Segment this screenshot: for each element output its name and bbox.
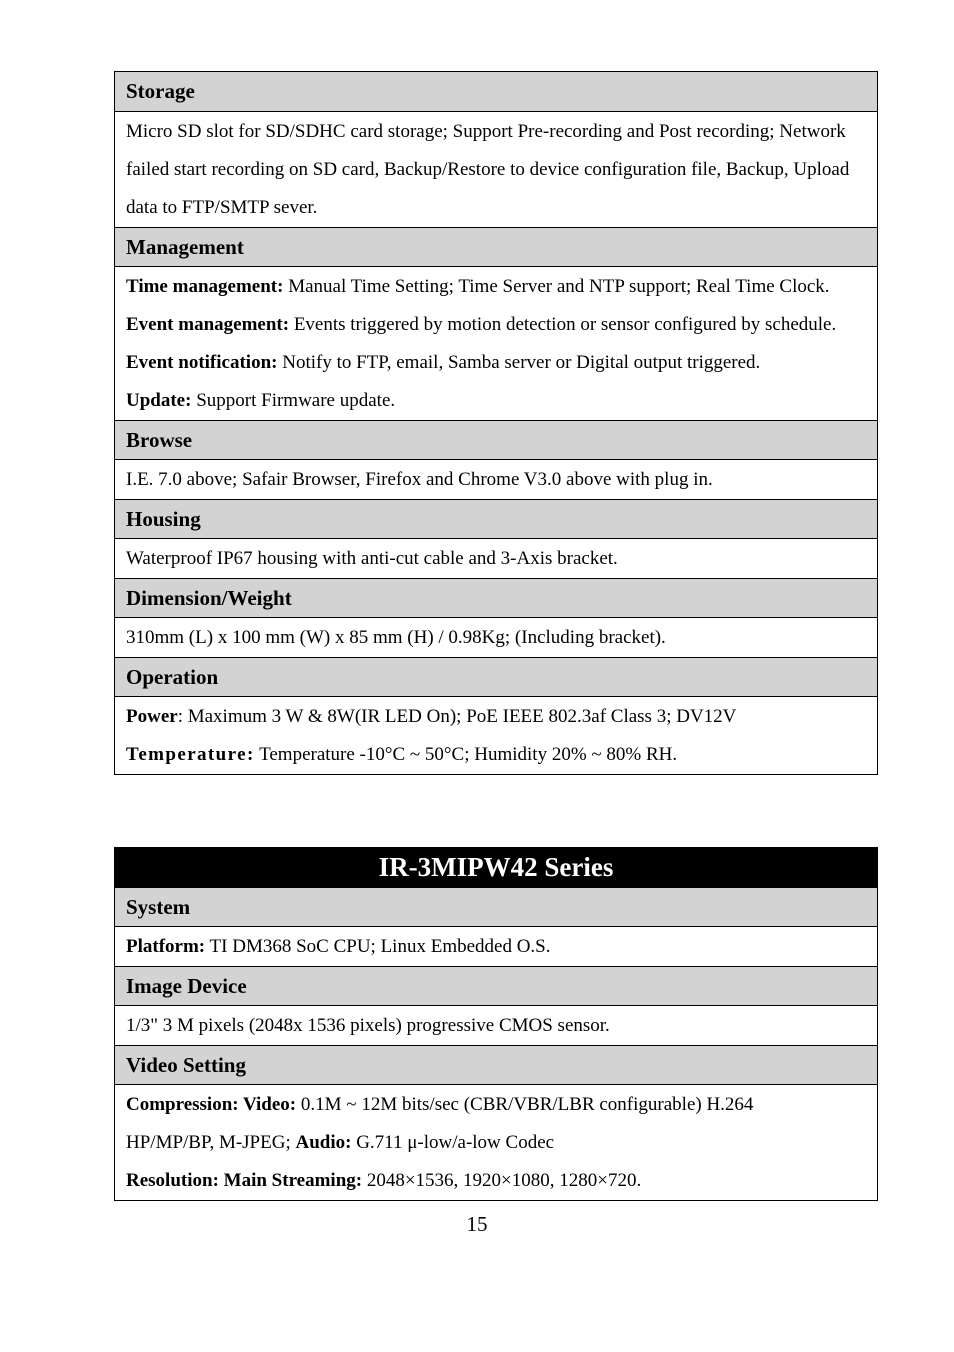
storage-line-3: data to FTP/SMTP sever.: [126, 197, 318, 218]
event-management-label: Event management:: [126, 314, 290, 335]
power-text: : Maximum 3 W & 8W(IR LED On); PoE IEEE 802.3af Class 3; DV12V: [177, 706, 737, 727]
page-number: 15: [466, 1212, 488, 1236]
storage-body: [115, 111, 877, 227]
temperature-label: Temperature:: [126, 744, 255, 765]
dimension-body: 310mm (L) x 100 mm (W) x 85 mm (H) / 0.98Kg; (Including bracket).: [115, 617, 877, 657]
image-device-body: 1/3" 3 M pixels (2048x 1536 pixels) progressive CMOS sensor.: [115, 1005, 877, 1045]
resolution-line: [126, 1162, 866, 1200]
power-label: Power: [126, 706, 178, 727]
update-line: [126, 382, 866, 420]
temperature-text: Temperature -10°C ~ 50°C; Humidity 20% ~ 80% RH.: [254, 744, 678, 765]
housing-heading: Housing: [115, 499, 877, 538]
time-management-text: Manual Time Setting; Time Server and NTP support; Real Time Clock.: [283, 276, 830, 297]
audio-text: G.711 μ-low/a-low Codec: [351, 1132, 555, 1153]
platform-label: Platform:: [126, 936, 206, 957]
storage-line-1: Micro SD slot for SD/SDHC card storage; Support Pre-recording and Post recording; Network: [126, 121, 846, 142]
spec-table-ir-3mipw42: [114, 847, 878, 1201]
browse-heading: Browse: [115, 420, 877, 459]
temperature-line: [126, 736, 866, 774]
system-heading: System: [115, 887, 877, 926]
time-management-line: [126, 268, 866, 306]
spec-table-continued: [114, 71, 878, 775]
time-management-label: Time management:: [126, 276, 284, 297]
update-label: Update:: [126, 390, 192, 411]
power-line: [126, 698, 866, 736]
event-notification-label: Event notification:: [126, 352, 278, 373]
codec-line: [126, 1124, 866, 1162]
system-body: [115, 926, 877, 966]
management-body: [115, 266, 877, 420]
housing-body: Waterproof IP67 housing with anti-cut cable and 3-Axis bracket.: [115, 538, 877, 578]
management-heading: Management: [115, 227, 877, 266]
compression-label: Compression: Video:: [126, 1094, 297, 1115]
storage-heading: Storage: [115, 72, 877, 111]
event-notification-line: [126, 344, 866, 382]
video-setting-heading: Video Setting: [115, 1045, 877, 1084]
browse-body: I.E. 7.0 above; Safair Browser, Firefox and Chrome V3.0 above with plug in.: [115, 459, 877, 499]
resolution-label: Resolution: Main Streaming:: [126, 1170, 363, 1191]
platform-text: TI DM368 SoC CPU; Linux Embedded O.S.: [205, 936, 551, 957]
image-device-heading: Image Device: [115, 966, 877, 1005]
event-notification-text: Notify to FTP, email, Samba server or Digital output triggered.: [277, 352, 761, 373]
dimension-heading: Dimension/Weight: [115, 578, 877, 617]
codec-text: HP/MP/BP, M-JPEG;: [126, 1132, 296, 1153]
compression-text: 0.1M ~ 12M bits/sec (CBR/VBR/LBR configurable) H.264: [296, 1094, 754, 1115]
event-management-text: Events triggered by motion detection or sensor configured by schedule.: [289, 314, 837, 335]
operation-heading: Operation: [115, 657, 877, 696]
storage-line-2: failed start recording on SD card, Backup/Restore to device configuration file, Backup, Upload: [126, 159, 850, 180]
update-text: Support Firmware update.: [191, 390, 396, 411]
video-setting-body: [115, 1084, 877, 1200]
compression-line: [126, 1086, 866, 1124]
event-management-line: [126, 306, 866, 344]
series-title: IR-3MIPW42 Series: [115, 848, 877, 887]
operation-body: [115, 696, 877, 774]
audio-label: Audio:: [295, 1132, 352, 1153]
resolution-text: 2048×1536, 1920×1080, 1280×720.: [362, 1170, 642, 1191]
